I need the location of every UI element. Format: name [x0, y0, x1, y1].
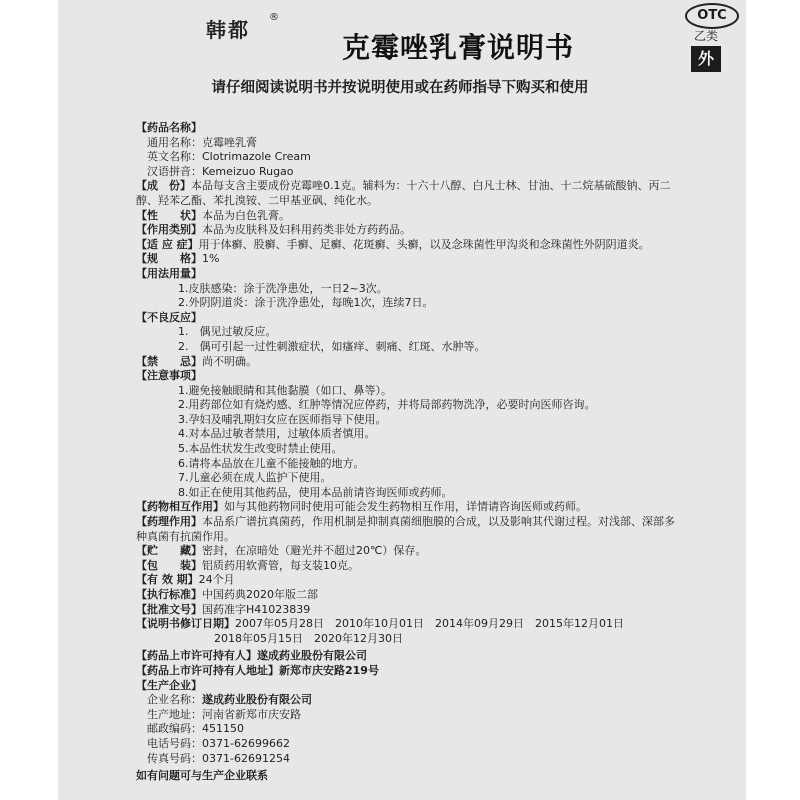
field-label: 电话号码： — [147, 736, 202, 750]
ingredients-text: 本品每支含主要成份克霉唑0.1克。辅料为：十六十八醇、白凡士林、甘油、十二烷基硫酸钠、丙二醇、羟苯乙酯、苯扎溴铵、二甲基亚砜、纯化水。 — [136, 179, 671, 207]
generic-name-row — [136, 136, 676, 151]
precaution-item: 3.孕妇及哺乳期妇女应在医师指导下使用。 — [178, 412, 387, 426]
section-heading: 【药品上市许可持有人】 — [136, 649, 257, 663]
contraindications-text: 尚不明确。 — [202, 354, 257, 368]
phone-number: 0371-62699662 — [202, 736, 290, 750]
revision-dates-continued: 2018年05月15日 2020年12月30日 — [214, 631, 403, 645]
revision-dates: 2007年05月28日 2010年10月01日 2014年09月29日 2015年12月01日 — [235, 617, 624, 631]
pinyin-name: Kemeizuo Rugao — [202, 164, 294, 178]
package-text: 铝质药用软膏管，每支装10克。 — [202, 558, 359, 572]
manufacturer-name: 遂成药业股份有限公司 — [202, 693, 312, 707]
section-heading: 【包 装】 — [136, 558, 202, 572]
otc-logo: OTC — [685, 3, 739, 29]
field-label: 传真号码： — [147, 751, 202, 765]
field-label: 邮政编码： — [147, 722, 202, 736]
precaution-item: 4.对本品过敏者禁用，过敏体质者慎用。 — [178, 427, 376, 441]
phone-row — [136, 737, 676, 752]
precaution-item: 8.如正在使用其他药品，使用本品前请咨询医师或药师。 — [178, 485, 453, 499]
section-heading: 【说明书修订日期】 — [136, 617, 235, 631]
fax-number: 0371-62691254 — [202, 751, 290, 765]
precaution-item: 7.儿童必须在成人监护下使用。 — [178, 471, 332, 485]
mah-address: 新郑市庆安路219号 — [279, 663, 379, 677]
external-use-badge: 外 — [691, 46, 721, 72]
manufacturer-name-row — [136, 693, 676, 708]
validity-text: 24个月 — [198, 573, 235, 587]
field-label: 生产地址： — [147, 707, 202, 721]
english-name: Clotrimazole Cream — [202, 150, 311, 164]
contraindications-row — [136, 355, 676, 370]
storage-text: 密封，在凉暗处（避光并不超过20℃）保存。 — [202, 544, 427, 558]
english-name-row — [136, 150, 676, 165]
spec-row — [136, 252, 676, 267]
validity-row — [136, 573, 676, 588]
approval-number: 国药准字H41023839 — [202, 602, 311, 616]
category-text: 本品为皮肤科及妇科用药类非处方药药品。 — [202, 223, 411, 237]
footer-note: 如有问题可与生产企业联系 — [136, 769, 268, 783]
properties-row — [136, 209, 676, 224]
storage-row — [136, 544, 676, 559]
mah-row — [136, 649, 676, 664]
section-heading: 【作用类别】 — [136, 223, 202, 237]
section-heading: 【生产企业】 — [136, 678, 202, 692]
standard-row — [136, 588, 676, 603]
section-heading: 【贮 藏】 — [136, 544, 202, 558]
section-heading: 【成 份】 — [136, 179, 191, 193]
postal-code: 451150 — [202, 722, 244, 736]
section-heading: 【执行标准】 — [136, 588, 202, 601]
field-label: 英文名称： — [147, 150, 202, 164]
precaution-item: 1.避免接触眼睛和其他黏膜（如口、鼻等）。 — [178, 383, 392, 397]
section-heading: 【注意事项】 — [136, 369, 202, 383]
section-heading: 【禁 忌】 — [136, 354, 202, 368]
field-label: 通用名称： — [147, 135, 202, 149]
precaution-item: 6.请将本品放在儿童不能接触的地方。 — [178, 456, 365, 470]
adverse-item: 2. 偶可引起一过性刺激症状，如瘙痒、刺痛、红斑、水肿等。 — [178, 339, 486, 353]
precaution-item: 2.用药部位如有烧灼感、红肿等情况应停药，并将局部药物洗净，必要时向医师咨询。 — [178, 398, 596, 412]
standard-text: 中国药典2020年版二部 — [202, 588, 318, 601]
dosage-item: 2.外阴阴道炎：涂于洗净患处，每晚1次，连续7日。 — [178, 296, 434, 310]
properties-text: 本品为白色乳膏。 — [202, 208, 290, 222]
section-heading: 【批准文号】 — [136, 602, 202, 616]
revision-row — [136, 617, 676, 632]
brand-logo: 韩都 — [206, 18, 250, 42]
ingredients-row — [136, 179, 676, 208]
usage-warning: 请仔细阅读说明书并按说明使用或在药师指导下购买和使用 — [211, 80, 589, 96]
registered-mark: ® — [269, 12, 279, 23]
precaution-item: 5.本品性状发生改变时禁止使用。 — [178, 442, 343, 456]
category-row — [136, 223, 676, 238]
dosage-item: 1.皮肤感染：涂于洗净患处，一日2~3次。 — [178, 281, 388, 295]
section-heading: 【不良反应】 — [136, 310, 202, 324]
manufacturer-address-row — [136, 708, 676, 723]
adverse-item: 1. 偶见过敏反应。 — [178, 325, 277, 339]
spec-text: 1% — [202, 252, 220, 266]
mah-name: 遂成药业股份有限公司 — [257, 649, 367, 663]
section-heading: 【药品上市许可持有人地址】 — [136, 663, 279, 677]
section-heading: 【规 格】 — [136, 252, 202, 266]
section-heading: 【用法用量】 — [136, 266, 202, 280]
section-heading: 【药物相互作用】 — [136, 500, 224, 514]
field-label: 企业名称： — [147, 693, 202, 707]
fax-row — [136, 752, 676, 767]
leaflet-content — [136, 121, 676, 784]
interactions-text: 如与其他药物同时使用可能会发生药物相互作用，详情请咨询医师或药师。 — [224, 500, 587, 514]
interactions-row — [136, 500, 676, 515]
indications-row — [136, 238, 676, 253]
section-heading: 【性 状】 — [136, 208, 202, 222]
postal-code-row — [136, 722, 676, 737]
section-heading: 【药理作用】 — [136, 515, 202, 529]
manufacturer-address: 河南省新郑市庆安路 — [202, 707, 301, 721]
approval-row — [136, 603, 676, 618]
field-label: 汉语拼音： — [147, 164, 202, 178]
package-row — [136, 559, 676, 574]
otc-class: 乙类 — [694, 29, 719, 43]
section-heading: 【药品名称】 — [136, 121, 202, 134]
section-heading: 【有 效 期】 — [136, 573, 199, 587]
mah-address-row — [136, 664, 676, 679]
pharmacology-text: 本品系广谱抗真菌药，作用机制是抑制真菌细胞膜的合成，以及影响其代谢过程。对浅部、深部多种真菌有抗菌作用。 — [136, 515, 675, 543]
section-heading: 【适 应 症】 — [136, 237, 199, 251]
document-title: 克霉唑乳膏说明书 — [341, 31, 574, 64]
indications-text: 用于体癣、股癣、手癣、足癣、花斑癣、头癣，以及念珠菌性甲沟炎和念珠菌性外阴阴道炎。 — [198, 237, 650, 251]
generic-name: 克霉唑乳膏 — [202, 135, 257, 149]
pinyin-name-row — [136, 165, 676, 180]
pharmacology-row — [136, 515, 676, 544]
